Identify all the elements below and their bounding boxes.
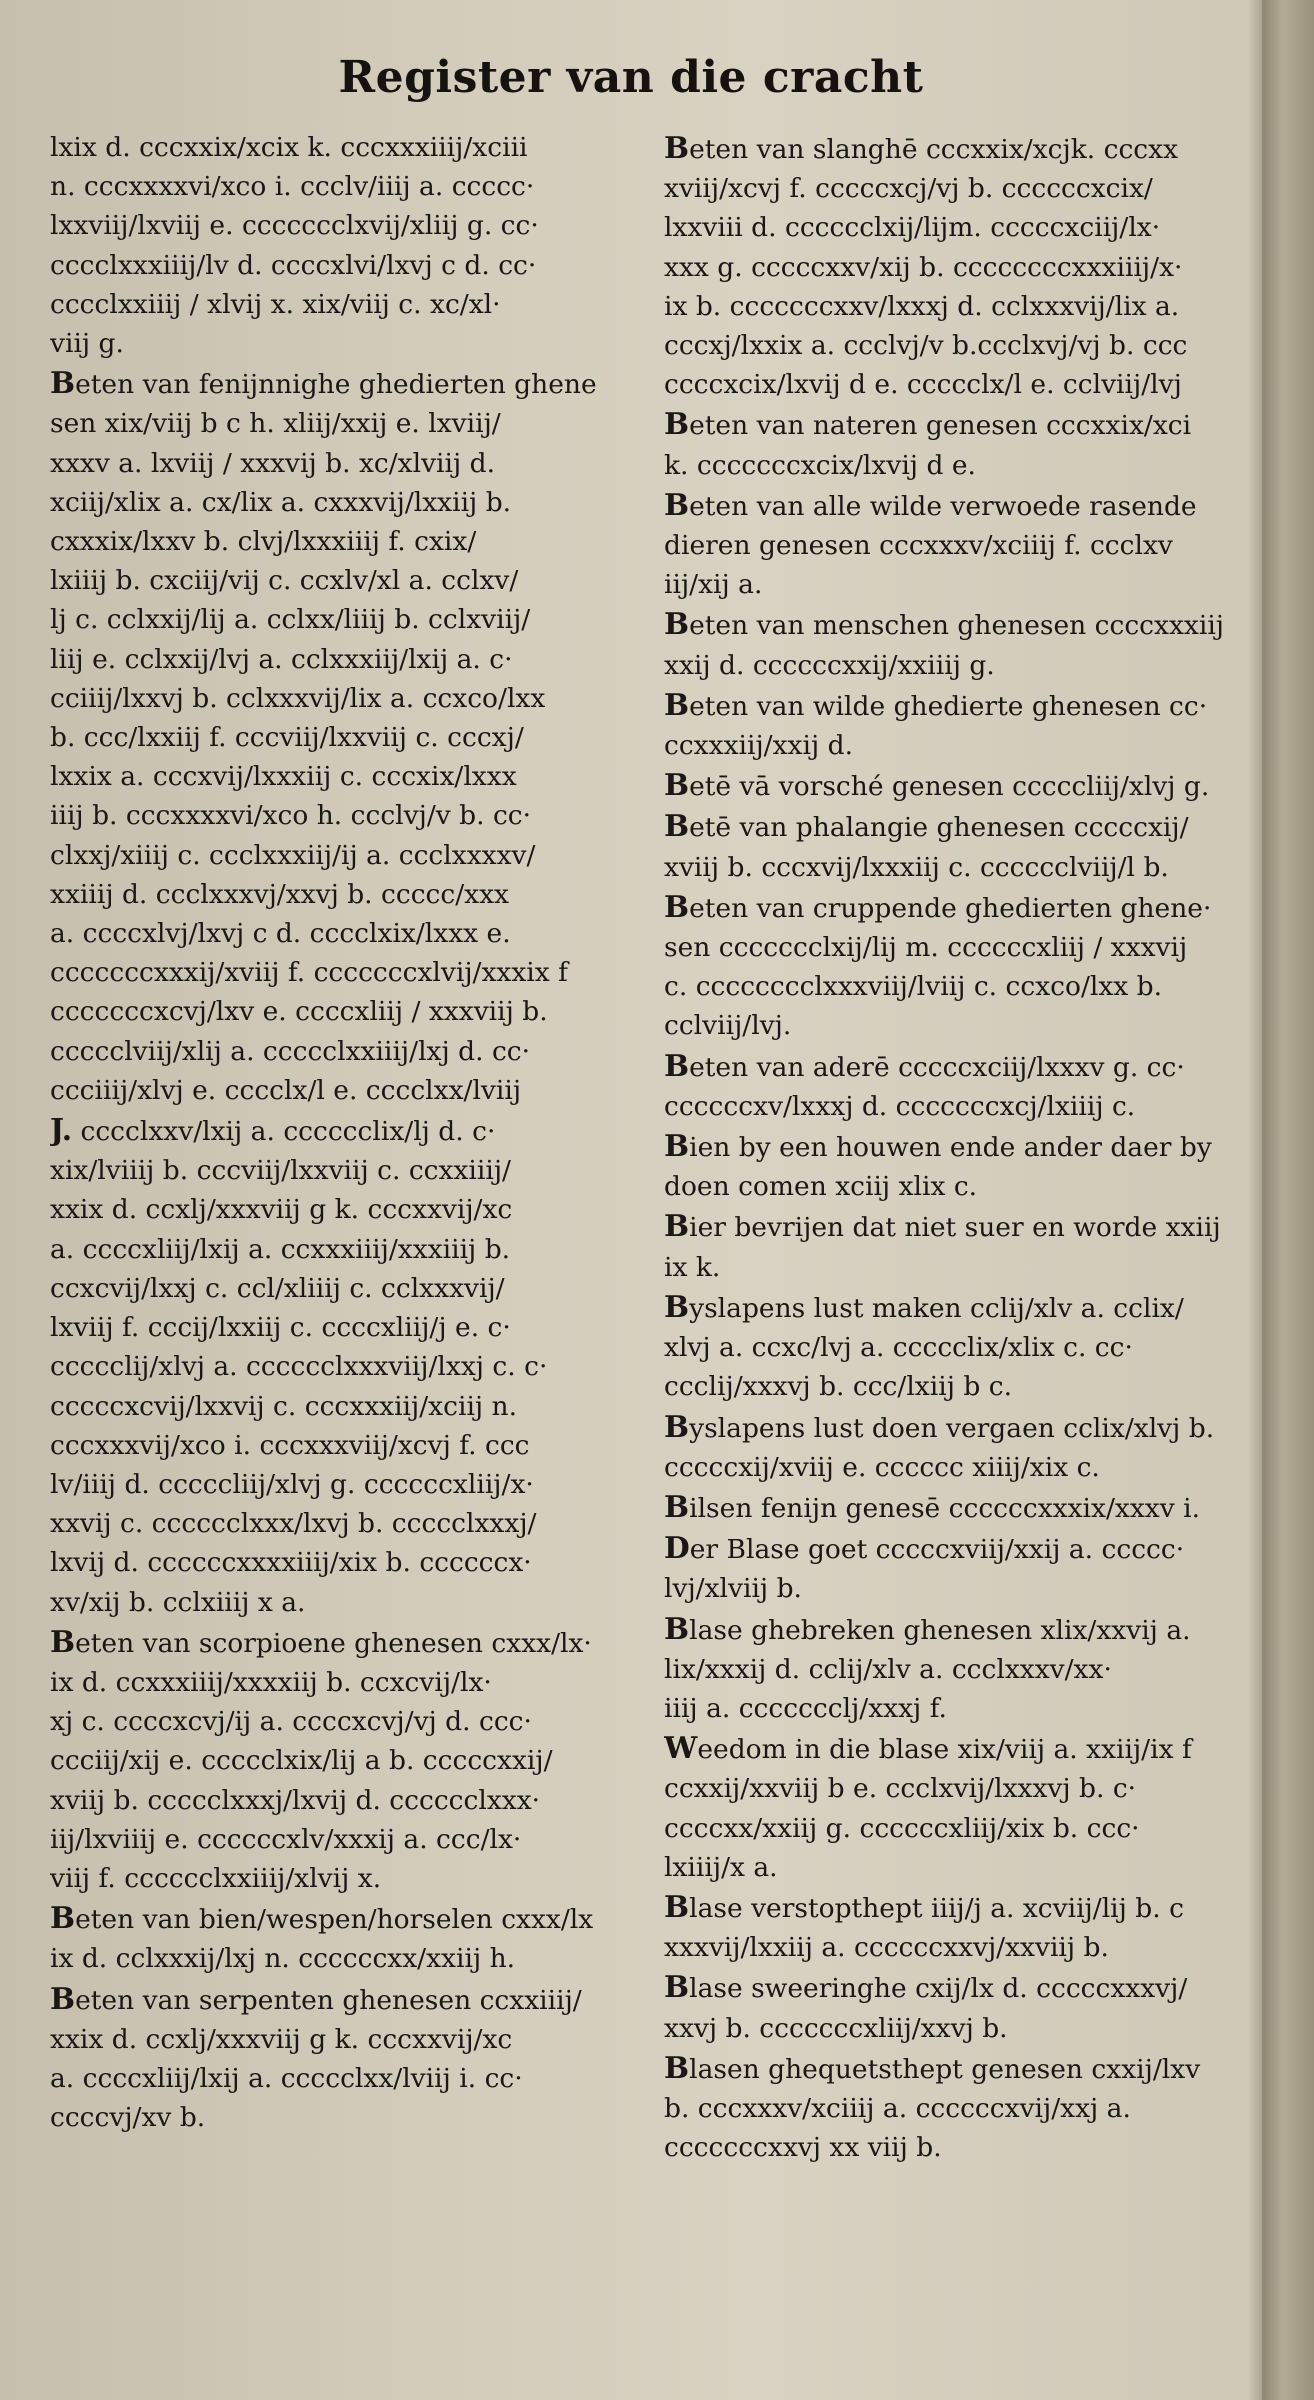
index-line: a. ccccxliij/lxij a. ccccclxx/lviij i. cc· bbox=[50, 2062, 523, 2094]
index-line: lxix d. cccxxix/xcix k. cccxxxiiij/xciii bbox=[50, 132, 528, 163]
index-line: ccccclij/xlvj a. cccccclxxxviij/lxxj c. c· bbox=[50, 1351, 548, 1383]
index-line: clxxj/xiiij c. ccclxxxiij/ij a. ccclxxxxv/ bbox=[50, 839, 536, 871]
index-line: cccclxxxiiij/lv d. ccccxlvi/lxvj c d. cc· bbox=[50, 249, 537, 281]
index-line: cccclxxiiij / xlvij x. xix/viij c. xc/xl· bbox=[50, 288, 501, 320]
index-line: Betē vā vorsché genesen cccccliij/xlvj g. bbox=[664, 767, 1210, 803]
index-line: ccccccxv/lxxxj d. cccccccxcj/lxiiij c. bbox=[664, 1090, 1136, 1122]
index-line: Weedom in die blase xix/viij a. xxiij/ix f bbox=[664, 1730, 1192, 1766]
index-line: lvj/xlviij b. bbox=[664, 1573, 802, 1605]
index-line: Bien by een houwen ende ander daer by bbox=[664, 1128, 1212, 1164]
index-line: xxvij c. cccccclxxx/lxvj b. ccccclxxxj/ bbox=[50, 1508, 537, 1540]
index-line: ccxxxiij/xxij d. bbox=[664, 730, 854, 762]
index-line: Blase sweeringhe cxij/lx d. cccccxxxvj/ bbox=[664, 1969, 1188, 2005]
index-line: xv/xij b. cclxiiij x a. bbox=[50, 1586, 306, 1618]
index-line: Beten van serpenten ghenesen ccxxiiij/ bbox=[50, 1980, 582, 2016]
index-line: ccccxx/xxiij g. ccccccxliij/xix b. ccc· bbox=[664, 1812, 1140, 1844]
index-line: ccxcvij/lxxj c. ccl/xliiij c. cclxxxvij/ bbox=[50, 1272, 505, 1304]
index-line: xlvj a. ccxc/lvj a. ccccclix/xlix c. cc· bbox=[664, 1332, 1133, 1364]
index-line: sen xix/viij b c h. xliij/xxij e. lxviij/ bbox=[50, 408, 501, 440]
index-line: ccciij/xij e. ccccclxix/lij a b. cccccxxij/ bbox=[50, 1745, 553, 1777]
index-line: Beten van fenijnnighe ghedierten ghene bbox=[50, 365, 597, 401]
index-line: ix b. cccccccxxv/lxxxj d. cclxxxvij/lix a. bbox=[664, 290, 1180, 322]
right-column bbox=[664, 128, 1252, 2167]
index-line: xxix d. ccxlj/xxxviij g k. cccxxvij/xc bbox=[50, 1194, 513, 1226]
index-line: cccccxij/xviij e. cccccc xiiij/xix c. bbox=[664, 1451, 1100, 1483]
index-line: cccccccxxvj xx viij b. bbox=[664, 2132, 942, 2164]
index-line: iij/lxviiij e. ccccccxlv/xxxij a. ccc/lx· bbox=[50, 1823, 522, 1855]
index-line: liij e. cclxxij/lvj a. cclxxxiij/lxij a. c· bbox=[50, 643, 513, 675]
index-line: xciij/xlix a. cx/lix a. cxxxvij/lxxiij b. bbox=[50, 486, 512, 518]
index-line: xxxv a. lxviij / xxxvij b. xc/xlviij d. bbox=[50, 447, 496, 479]
page-edge bbox=[1262, 0, 1314, 2400]
index-line: J. cccclxxv/lxij a. cccccclix/lj d. c· bbox=[50, 1112, 496, 1148]
index-line: a. ccccxliij/lxij a. ccxxxiiij/xxxiiij b. bbox=[50, 1233, 511, 1265]
index-line: iij/xij a. bbox=[664, 569, 763, 601]
index-line: Beten van wilde ghedierte ghenesen cc· bbox=[664, 686, 1208, 722]
index-line: Beten van bien/wespen/horselen cxxx/lx bbox=[50, 1900, 594, 1936]
index-line: xxx g. cccccxxv/xij b. ccccccccxxxiiij/x· bbox=[664, 251, 1183, 283]
index-line: cccccxcvij/lxxvij c. cccxxxiij/xciij n. bbox=[50, 1390, 518, 1422]
index-line: xxij d. ccccccxxij/xxiiij g. bbox=[664, 649, 995, 681]
index-line: lix/xxxij d. cclij/xlv a. ccclxxxv/xx· bbox=[664, 1653, 1112, 1685]
index-line: lxxviij/lxviij e. ccccccclxvij/xliij g. cc· bbox=[50, 210, 539, 242]
index-line: cccxj/lxxix a. ccclvj/v b.ccclxvj/vj b. ccc bbox=[664, 330, 1188, 362]
index-line: cxxxix/lxxv b. clvj/lxxxiiij f. cxix/ bbox=[50, 526, 477, 558]
index-line: lxiiij b. cxciij/vij c. ccxlv/xl a. cclxv/ bbox=[50, 565, 519, 597]
index-line: Bilsen fenijn genesē ccccccxxxix/xxxv i. bbox=[664, 1488, 1201, 1524]
index-line: Beten van alle wilde verwoede rasende bbox=[664, 486, 1197, 522]
index-line: ccccvj/xv b. bbox=[50, 2102, 206, 2134]
index-line: Byslapens lust doen vergaen cclix/xlvj b. bbox=[664, 1408, 1215, 1444]
index-line: lj c. cclxxij/lij a. cclxx/liiij b. cclxviij/ bbox=[50, 604, 531, 636]
index-line: xviij/xcvj f. cccccxcj/vj b. ccccccxcix/ bbox=[664, 173, 1153, 205]
index-line: b. cccxxxv/xciiij a. ccccccxvij/xxj a. bbox=[664, 2092, 1131, 2124]
index-line: sen ccccccclxij/lij m. ccccccxliij / xxxvij bbox=[664, 932, 1188, 964]
index-line: lxviij f. cccij/lxxiij c. ccccxliij/j e. c· bbox=[50, 1312, 511, 1344]
index-line: cccccccxxxij/xviij f. cccccccxlvij/xxxix f bbox=[50, 957, 568, 989]
index-line: xxvj b. cccccccxliij/xxvj b. bbox=[664, 2012, 1008, 2044]
index-line: lxxviii d. cccccclxij/lijm. cccccxciij/lx· bbox=[664, 212, 1161, 244]
index-line: lv/iiij d. cccccliij/xlvj g. ccccccxliij/x· bbox=[50, 1468, 534, 1500]
index-line: Beten van scorpioene ghenesen cxxx/lx· bbox=[50, 1623, 592, 1659]
index-line: Der Blase goet cccccxviij/xxij a. ccccc· bbox=[664, 1530, 1185, 1566]
index-line: cccccccxcvj/lxv e. ccccxliij / xxxviij b. bbox=[50, 996, 548, 1028]
index-line: xviij b. cccxvij/lxxxiij c. cccccclviij/l b. bbox=[664, 851, 1169, 883]
index-line: c. cccccccclxxxviij/lviij c. ccxco/lxx b. bbox=[664, 971, 1163, 1003]
index-line: Blase verstopthept iiij/j a. xcviij/lij b. c bbox=[664, 1888, 1184, 1924]
index-line: lxvij d. ccccccxxxxiiij/xix b. ccccccx· bbox=[50, 1547, 532, 1579]
index-line: cciiij/lxxvj b. cclxxxvij/lix a. ccxco/lxx bbox=[50, 682, 546, 714]
index-line: b. ccc/lxxiij f. cccviij/lxxviij c. cccxj/ bbox=[50, 722, 524, 754]
index-line: ccclij/xxxvj b. ccc/lxiij b c. bbox=[664, 1371, 1012, 1403]
index-line: lxiiij/x a. bbox=[664, 1851, 778, 1883]
index-line: ix k. bbox=[664, 1251, 721, 1283]
index-line: ccciiij/xlvj e. cccclx/l e. cccclxx/lviij bbox=[50, 1074, 522, 1106]
index-line: xxxvij/lxxiij a. ccccccxxvj/xxviij b. bbox=[664, 1932, 1109, 1964]
index-line: Beten van menschen ghenesen ccccxxxiij bbox=[664, 606, 1225, 642]
index-line: a. ccccxlvj/lxvj c d. cccclxix/lxxx e. bbox=[50, 918, 511, 950]
index-line: ccccxcix/lxvij d e. ccccclx/l e. cclviij/lvj bbox=[664, 369, 1182, 401]
index-line: Beten van nateren genesen cccxxix/xci bbox=[664, 406, 1192, 442]
index-line: n. cccxxxxvi/xco i. ccclv/iiij a. ccccc· bbox=[50, 171, 535, 203]
index-line: lxxix a. cccxvij/lxxxiij c. cccxix/lxxx bbox=[50, 761, 517, 793]
index-line: doen comen xciij xlix c. bbox=[664, 1171, 978, 1203]
index-line: xxix d. ccxlj/xxxviij g k. cccxxvij/xc bbox=[50, 2023, 513, 2055]
index-line: xj c. ccccxcvj/ij a. ccccxcvj/vj d. ccc· bbox=[50, 1706, 532, 1738]
index-line: dieren genesen cccxxxv/xciiij f. ccclxv bbox=[664, 530, 1173, 562]
index-line: ccxxij/xxviij b e. ccclxvij/lxxxvj b. c· bbox=[664, 1773, 1137, 1805]
index-line: Beten van slanghē cccxxix/xcjk. cccxx bbox=[664, 130, 1179, 165]
left-column bbox=[50, 128, 648, 2137]
index-line: iiij b. cccxxxxvi/xco h. ccclvj/v b. cc· bbox=[50, 800, 532, 832]
index-line: cclviij/lvj. bbox=[664, 1010, 792, 1042]
index-line: k. cccccccxcix/lxvij d e. bbox=[664, 449, 976, 481]
index-line: Bier bevrijen dat niet suer en worde xxiij bbox=[664, 1208, 1221, 1244]
page-heading: Register van die cracht bbox=[338, 52, 924, 103]
index-line: xxiiij d. ccclxxxvj/xxvj b. ccccc/xxx bbox=[50, 878, 510, 910]
index-line: cccxxxvij/xco i. cccxxxviij/xcvj f. ccc bbox=[50, 1429, 530, 1461]
index-line: Beten van aderē cccccxciij/lxxxv g. cc· bbox=[664, 1047, 1185, 1083]
index-line: ix d. cclxxxij/lxj n. ccccccxx/xxiij h. bbox=[50, 1943, 516, 1975]
index-line: Blase ghebreken ghenesen xlix/xxvij a. bbox=[664, 1610, 1191, 1646]
index-line: iiij a. ccccccclj/xxxj f. bbox=[664, 1692, 947, 1724]
index-line: viij g. bbox=[50, 328, 124, 360]
index-line: ix d. ccxxxiiij/xxxxiij b. ccxcvij/lx· bbox=[50, 1666, 492, 1698]
index-line: viij f. cccccclxxiiij/xlvij x. bbox=[50, 1862, 382, 1894]
index-line: Betē van phalangie ghenesen cccccxij/ bbox=[664, 808, 1189, 844]
index-line: Blasen ghequetsthept genesen cxxij/lxv bbox=[664, 2049, 1201, 2085]
index-line: Beten van cruppende ghedierten ghene· bbox=[664, 888, 1212, 924]
index-line: xix/lviiij b. cccviij/lxxviij c. ccxxiiij/ bbox=[50, 1155, 511, 1187]
index-line: Byslapens lust maken cclij/xlv a. cclix/ bbox=[664, 1288, 1184, 1324]
index-line: ccccclviij/xlij a. ccccclxxiiij/lxj d. cc· bbox=[50, 1035, 531, 1067]
index-line: xviij b. ccccclxxxj/lxvij d. cccccclxxx· bbox=[50, 1784, 541, 1816]
